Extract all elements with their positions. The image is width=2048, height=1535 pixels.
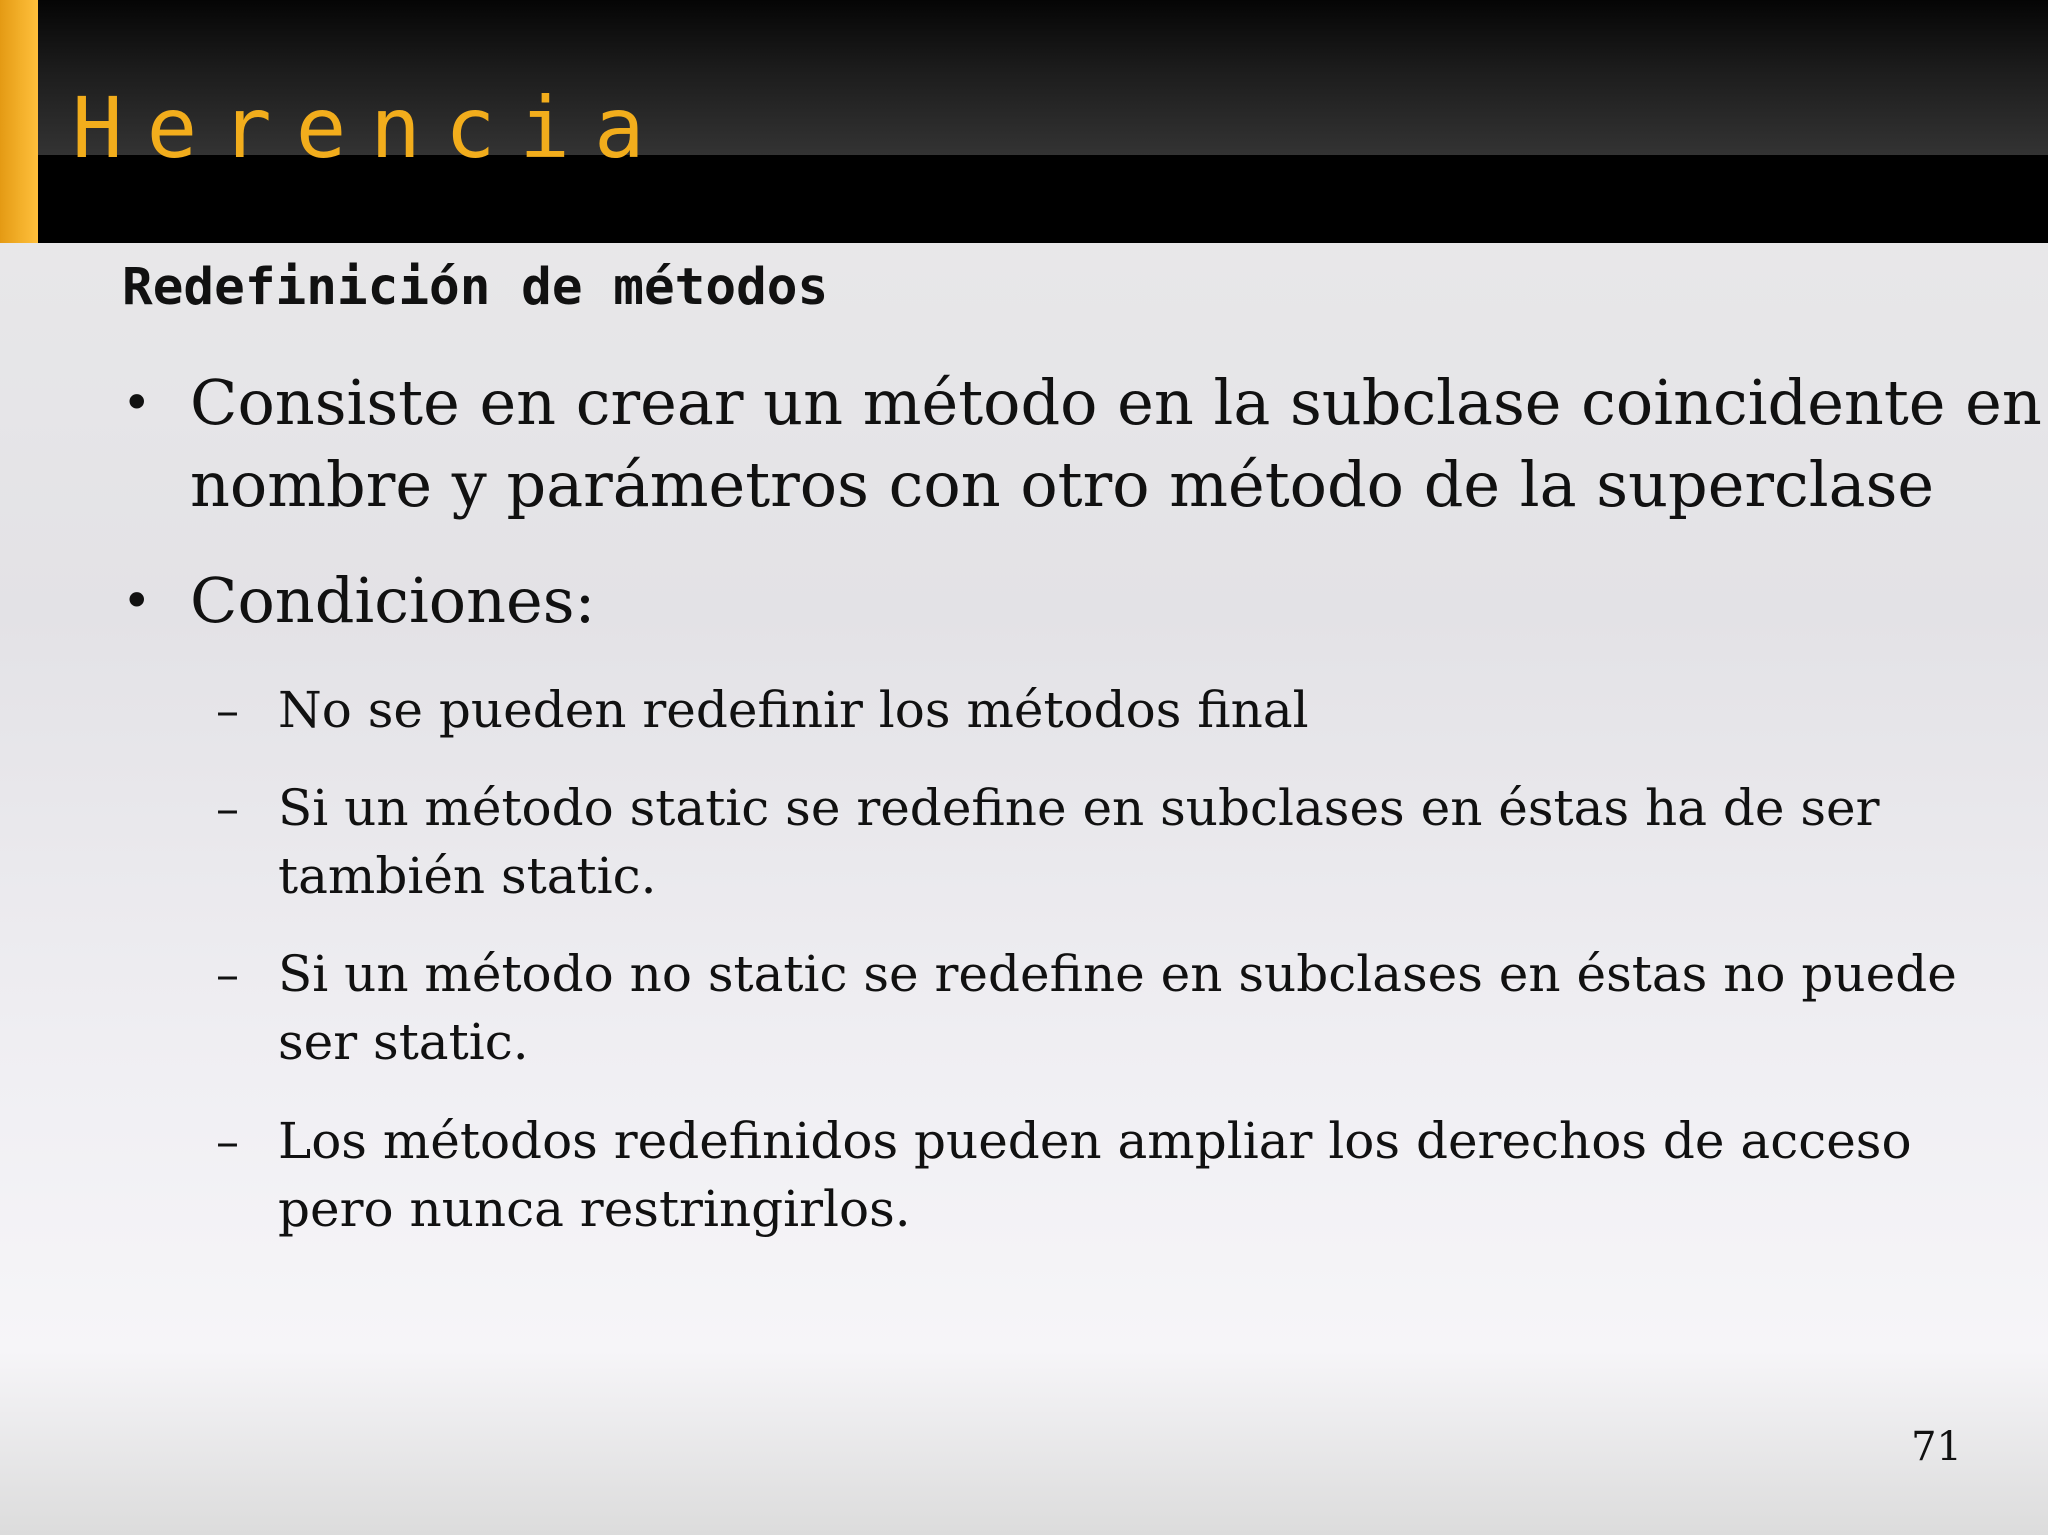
sub-bullet-text (278, 676, 1309, 744)
sub-bullet-line: ser static. (278, 1013, 529, 1071)
bullet-glyph: • (122, 374, 152, 432)
sub-bullet-line: Si un método no static se redefine en subclases en éstas no puede (278, 945, 1957, 1003)
bullet-line: Consiste en crear un método en la subclase coincidente en (190, 366, 2042, 439)
bullet-text (190, 560, 595, 642)
sub-bullet-line: también static. (278, 847, 657, 905)
sub-bullet-text (278, 940, 1957, 1076)
page-number: 71 (1911, 1424, 1962, 1470)
dash-glyph: – (216, 781, 239, 835)
sub-bullet-text (278, 1107, 1912, 1243)
slide-title: Herencia (72, 79, 669, 177)
bullet-line: nombre y parámetros con otro método de la superclase (190, 448, 1935, 521)
sub-bullet-line: Los métodos redefinidos pueden ampliar los derechos de acceso (278, 1112, 1912, 1170)
dash-glyph: – (216, 1114, 239, 1168)
sub-bullet-line: No se pueden redefinir los métodos final (278, 681, 1309, 739)
bullet-line: Condiciones: (190, 564, 596, 637)
slide-subtitle: Redefinición de métodos (122, 258, 829, 317)
bullet-glyph: • (122, 572, 152, 630)
sub-bullet-line: pero nunca restringirlos. (278, 1180, 911, 1238)
dash-glyph: – (216, 947, 239, 1001)
title-accent-stripe (0, 0, 38, 243)
bullet-text (190, 362, 2042, 526)
sub-bullet-text (278, 774, 1880, 910)
sub-bullet-line: Si un método static se redefine en subclases en éstas ha de ser (278, 779, 1880, 837)
dash-glyph: – (216, 683, 239, 737)
